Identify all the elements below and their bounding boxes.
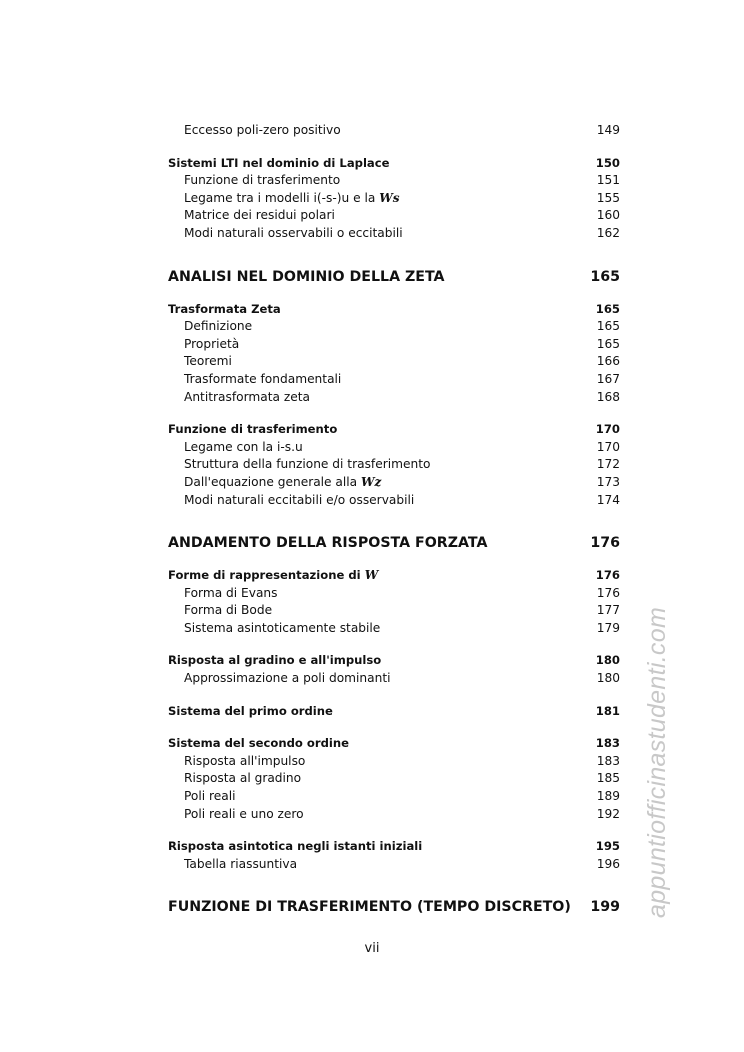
entry-title [168, 225, 403, 243]
entry-title [168, 806, 304, 824]
entry-title-text: Approssimazione a poli dominanti [184, 671, 391, 686]
entry-page-number: 185 [596, 771, 620, 786]
entry-math-symbol: W [364, 568, 379, 583]
toc-section-entry[interactable] [168, 301, 620, 319]
toc-sub-entry[interactable] [168, 172, 620, 190]
entry-title [168, 336, 239, 354]
entry-page-number: 168 [596, 389, 620, 404]
entry-title [168, 735, 349, 753]
entry-title [168, 670, 391, 688]
entry-page-number: 151 [596, 173, 620, 188]
entry-page-number: 183 [596, 753, 620, 768]
entry-title [168, 122, 341, 140]
entry-title-text: Funzione di trasferimento [184, 173, 341, 188]
entry-title [168, 585, 278, 603]
entry-title [168, 190, 399, 208]
entry-title-text: Trasformate fondamentali [184, 371, 342, 386]
entry-page-number: 170 [595, 422, 620, 437]
entry-page-number: 177 [596, 603, 620, 618]
entry-page-number: 160 [596, 208, 620, 223]
toc-sub-entry[interactable] [168, 770, 620, 788]
entry-page-number: 181 [595, 703, 620, 718]
toc-chapter-entry[interactable] [168, 267, 620, 287]
entry-page-number: 199 [590, 899, 620, 916]
entry-title-text: ANDAMENTO DELLA RISPOSTA FORZATA [168, 535, 488, 552]
entry-title-text: Struttura della funzione di trasferimento [184, 457, 431, 472]
toc-sub-entry[interactable] [168, 856, 620, 874]
entry-math-symbol: Ws [379, 190, 400, 205]
entry-title-text: Poli reali e uno zero [184, 806, 304, 821]
toc-sub-entry[interactable] [168, 456, 620, 474]
toc-sub-entry[interactable] [168, 207, 620, 225]
entry-page-number: 196 [596, 856, 620, 871]
entry-page-number: 195 [595, 839, 620, 854]
toc-section-entry[interactable] [168, 155, 620, 173]
entry-title-text: Eccesso poli-zero positivo [184, 123, 341, 137]
toc-sub-entry[interactable] [168, 225, 620, 243]
entry-title [168, 456, 430, 474]
entry-title-text: Definizione [184, 319, 253, 334]
entry-title [168, 474, 381, 492]
entry-title-text: FUNZIONE DI TRASFERIMENTO (TEMPO DISCRETO) [168, 899, 571, 916]
entry-page-number: 173 [596, 474, 620, 489]
toc-section-entry[interactable] [168, 735, 620, 753]
entry-title-text: Antitrasformata zeta [184, 389, 310, 404]
entry-title [168, 838, 422, 856]
entry-title-text: Funzione di trasferimento [168, 422, 338, 437]
toc-sub-entry[interactable] [168, 602, 620, 620]
entry-page-number: 165 [596, 319, 620, 334]
toc-sub-entry[interactable] [168, 806, 620, 824]
watermark: appuntiofficinastudenti.com [643, 606, 671, 918]
entry-title [168, 652, 381, 670]
entry-title-text: Risposta al gradino e all'impulso [168, 653, 382, 668]
toc-sub-entry[interactable] [168, 336, 620, 354]
entry-page-number: 165 [590, 268, 620, 285]
entry-page-number: 166 [596, 354, 620, 369]
entry-title [168, 353, 232, 371]
entry-page-number: 189 [596, 789, 620, 804]
entry-title-text: Proprietà [184, 336, 240, 351]
entry-title-text: Tabella riassuntiva [184, 856, 298, 871]
entry-page-number: 183 [595, 736, 620, 751]
entry-page-number: 162 [596, 225, 620, 240]
entry-page-number: 174 [596, 492, 620, 507]
entry-page-number: 167 [596, 371, 620, 386]
entry-title [168, 172, 340, 190]
entry-title-text: ANALISI NEL DOMINIO DELLA ZETA [168, 268, 445, 285]
entry-title [168, 567, 378, 585]
entry-title-text: Legame tra i modelli i(-s-)u e la [184, 190, 380, 205]
toc-sub-entry[interactable] [168, 389, 620, 407]
entry-title-text: Teoremi [184, 354, 232, 369]
toc-sub-entry[interactable] [168, 318, 620, 336]
entry-title-text: Trasformata Zeta [168, 301, 281, 316]
entry-page-number: 165 [596, 336, 620, 351]
entry-title [168, 439, 303, 457]
entry-title-text: Poli reali [184, 789, 236, 804]
entry-page-number: 176 [596, 585, 620, 600]
entry-title [168, 318, 252, 336]
entry-title [168, 267, 445, 287]
toc-chapter-entry[interactable] [168, 533, 620, 553]
toc-sub-entry[interactable] [168, 353, 620, 371]
toc-section-entry[interactable] [168, 703, 620, 721]
toc-sub-entry[interactable] [168, 371, 620, 389]
toc-sub-entry[interactable] [168, 788, 620, 806]
entry-page-number: 150 [595, 155, 620, 170]
toc-sub-entry[interactable] [168, 620, 620, 638]
entry-title [168, 753, 305, 771]
entry-title [168, 703, 333, 721]
entry-title-text: Legame con la i-s.u [184, 439, 303, 454]
entry-title [168, 533, 487, 553]
entry-page-number: 180 [596, 671, 620, 686]
entry-title-text: Sistema del secondo ordine [168, 736, 349, 751]
entry-title [168, 620, 380, 638]
table-of-contents [168, 122, 620, 917]
entry-title-text: Forma di Bode [184, 603, 273, 618]
entry-title [168, 492, 414, 510]
entry-page-number: 149 [596, 123, 620, 137]
entry-title [168, 788, 236, 806]
entry-title [168, 421, 337, 439]
toc-section-entry[interactable] [168, 838, 620, 856]
entry-math-symbol: Wz [361, 474, 382, 489]
toc-section-entry[interactable] [168, 421, 620, 439]
toc-sub-entry[interactable] [168, 670, 620, 688]
toc-sub-entry[interactable] [168, 585, 620, 603]
entry-title [168, 371, 341, 389]
toc-chapter-entry[interactable] [168, 897, 620, 917]
toc-section-entry[interactable] [168, 567, 620, 585]
entry-title-text: Sistema asintoticamente stabile [184, 620, 381, 635]
entry-title-text: Matrice dei residui polari [184, 208, 335, 223]
entry-page-number: 170 [596, 439, 620, 454]
entry-title [168, 856, 297, 874]
entry-title [168, 602, 272, 620]
entry-page-number: 165 [595, 301, 620, 316]
entry-title [168, 301, 281, 319]
entry-title-text: Dall'equazione generale alla [184, 474, 362, 489]
entry-title [168, 897, 571, 917]
toc-sub-entry[interactable] [168, 190, 620, 208]
entry-page-number: 179 [596, 620, 620, 635]
entry-title [168, 770, 301, 788]
toc-sub-entry[interactable] [168, 474, 620, 492]
entry-title-text: Forme di rappresentazione di [168, 568, 365, 583]
entry-title-text: Sistema del primo ordine [168, 703, 333, 718]
toc-sub-entry[interactable] [168, 122, 620, 140]
entry-title-text: Modi naturali osservabili o eccitabili [184, 225, 403, 240]
entry-page-number: 180 [595, 653, 620, 668]
entry-title-text: Sistemi LTI nel dominio di Laplace [168, 155, 390, 170]
entry-title-text: Risposta asintotica negli istanti iniziali [168, 839, 423, 854]
entry-title-text: Risposta al gradino [184, 771, 302, 786]
entry-page-number: 176 [595, 568, 620, 583]
entry-page-number: 176 [590, 535, 620, 552]
entry-title-text: Modi naturali eccitabili e/o osservabili [184, 492, 415, 507]
entry-title [168, 207, 335, 225]
entry-page-number: 155 [596, 190, 620, 205]
toc-sub-entry[interactable] [168, 439, 620, 457]
entry-title-text: Risposta all'impulso [184, 753, 306, 768]
entry-page-number: 192 [596, 806, 620, 821]
entry-title [168, 389, 310, 407]
entry-title [168, 155, 389, 173]
entry-page-number: 172 [596, 457, 620, 472]
page-number: vii [364, 941, 380, 956]
toc-sub-entry[interactable] [168, 492, 620, 510]
toc-sub-entry[interactable] [168, 753, 620, 771]
entry-title-text: Forma di Evans [184, 585, 278, 600]
toc-section-entry[interactable] [168, 652, 620, 670]
